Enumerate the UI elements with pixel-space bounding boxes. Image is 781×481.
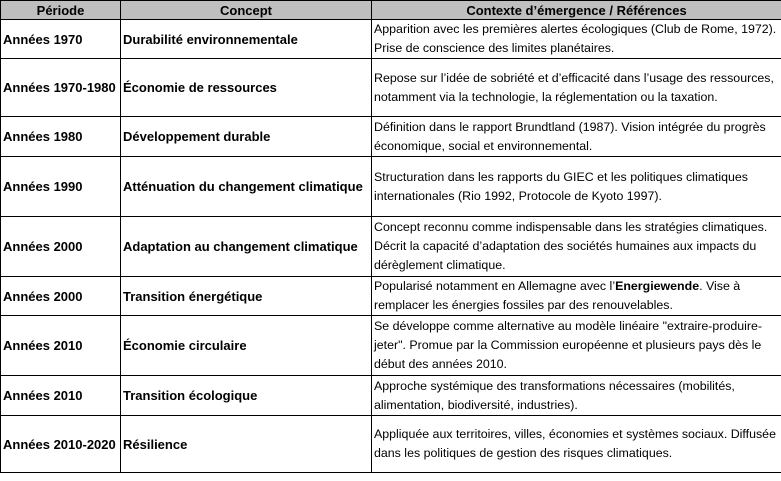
- table-row: [1, 157, 781, 217]
- periode-cell: Années 2010: [1, 316, 121, 376]
- context-text: Popularisé notamment en Allemagne avec l’: [374, 279, 616, 293]
- table-row: [1, 20, 781, 59]
- periode-cell: Années 1990: [1, 157, 121, 217]
- concept-cell: Économie circulaire: [121, 316, 372, 376]
- concept-cell: Adaptation au changement climatique: [121, 217, 372, 277]
- table-row: [1, 59, 781, 117]
- table-row: [1, 217, 781, 277]
- context-cell: Se développe comme alternative au modèle linéaire "extraire-produire-jeter". Promue par la Commission européenne et plusieurs pays dès le début des années 2010.: [372, 316, 781, 376]
- header-contexte: Contexte d’émergence / Références: [372, 1, 781, 20]
- context-emphasis: Energiewende: [615, 279, 700, 293]
- periode-cell: Années 2010-2020: [1, 416, 121, 473]
- concept-cell: Résilience: [121, 416, 372, 473]
- context-cell: Approche systémique des transformations nécessaires (mobilités, alimentation, biodiversité, industries).: [372, 376, 781, 416]
- context-cell: Concept reconnu comme indispensable dans les stratégies climatiques. Décrit la capacité d’adaptation des sociétés humaines aux impacts du dérèglement climatique.: [372, 217, 781, 277]
- concept-cell: Transition énergétique: [121, 277, 372, 316]
- concept-cell: Développement durable: [121, 117, 372, 157]
- concept-cell: Transition écologique: [121, 376, 372, 416]
- table-body: [1, 20, 781, 473]
- concept-cell: Atténuation du changement climatique: [121, 157, 372, 217]
- periode-cell: Années 1980: [1, 117, 121, 157]
- table-row: [1, 316, 781, 376]
- context-cell: [372, 277, 781, 316]
- context-cell: Apparition avec les premières alertes écologiques (Club de Rome, 1972). Prise de conscience des limites planétaires.: [372, 20, 781, 59]
- table-row: [1, 376, 781, 416]
- concept-cell: Durabilité environnementale: [121, 20, 372, 59]
- context-cell: Repose sur l’idée de sobriété et d’efficacité dans l’usage des ressources, notamment via la technologie, la réglementation ou la taxation.: [372, 59, 781, 117]
- context-text: . Vise à remplacer les énergies fossiles par des renouvelables.: [374, 279, 741, 312]
- periode-cell: Années 2000: [1, 277, 121, 316]
- table-header: [1, 1, 781, 20]
- header-concept: Concept: [121, 1, 372, 20]
- periode-cell: Années 1970-1980: [1, 59, 121, 117]
- context-cell: Définition dans le rapport Brundtland (1987). Vision intégrée du progrès économique, social et environnemental.: [372, 117, 781, 157]
- periode-cell: Années 1970: [1, 20, 121, 59]
- table-row: [1, 416, 781, 473]
- concept-cell: Économie de ressources: [121, 59, 372, 117]
- table-row: [1, 117, 781, 157]
- periode-cell: Années 2000: [1, 217, 121, 277]
- periode-cell: Années 2010: [1, 376, 121, 416]
- context-cell: Appliquée aux territoires, villes, économies et systèmes sociaux. Diffusée dans les politiques de gestion des risques climatiques.: [372, 416, 781, 473]
- header-row: [1, 1, 781, 20]
- context-cell: Structuration dans les rapports du GIEC et les politiques climatiques internationales (Rio 1992, Protocole de Kyoto 1997).: [372, 157, 781, 217]
- table-row: [1, 277, 781, 316]
- header-periode: Période: [1, 1, 121, 20]
